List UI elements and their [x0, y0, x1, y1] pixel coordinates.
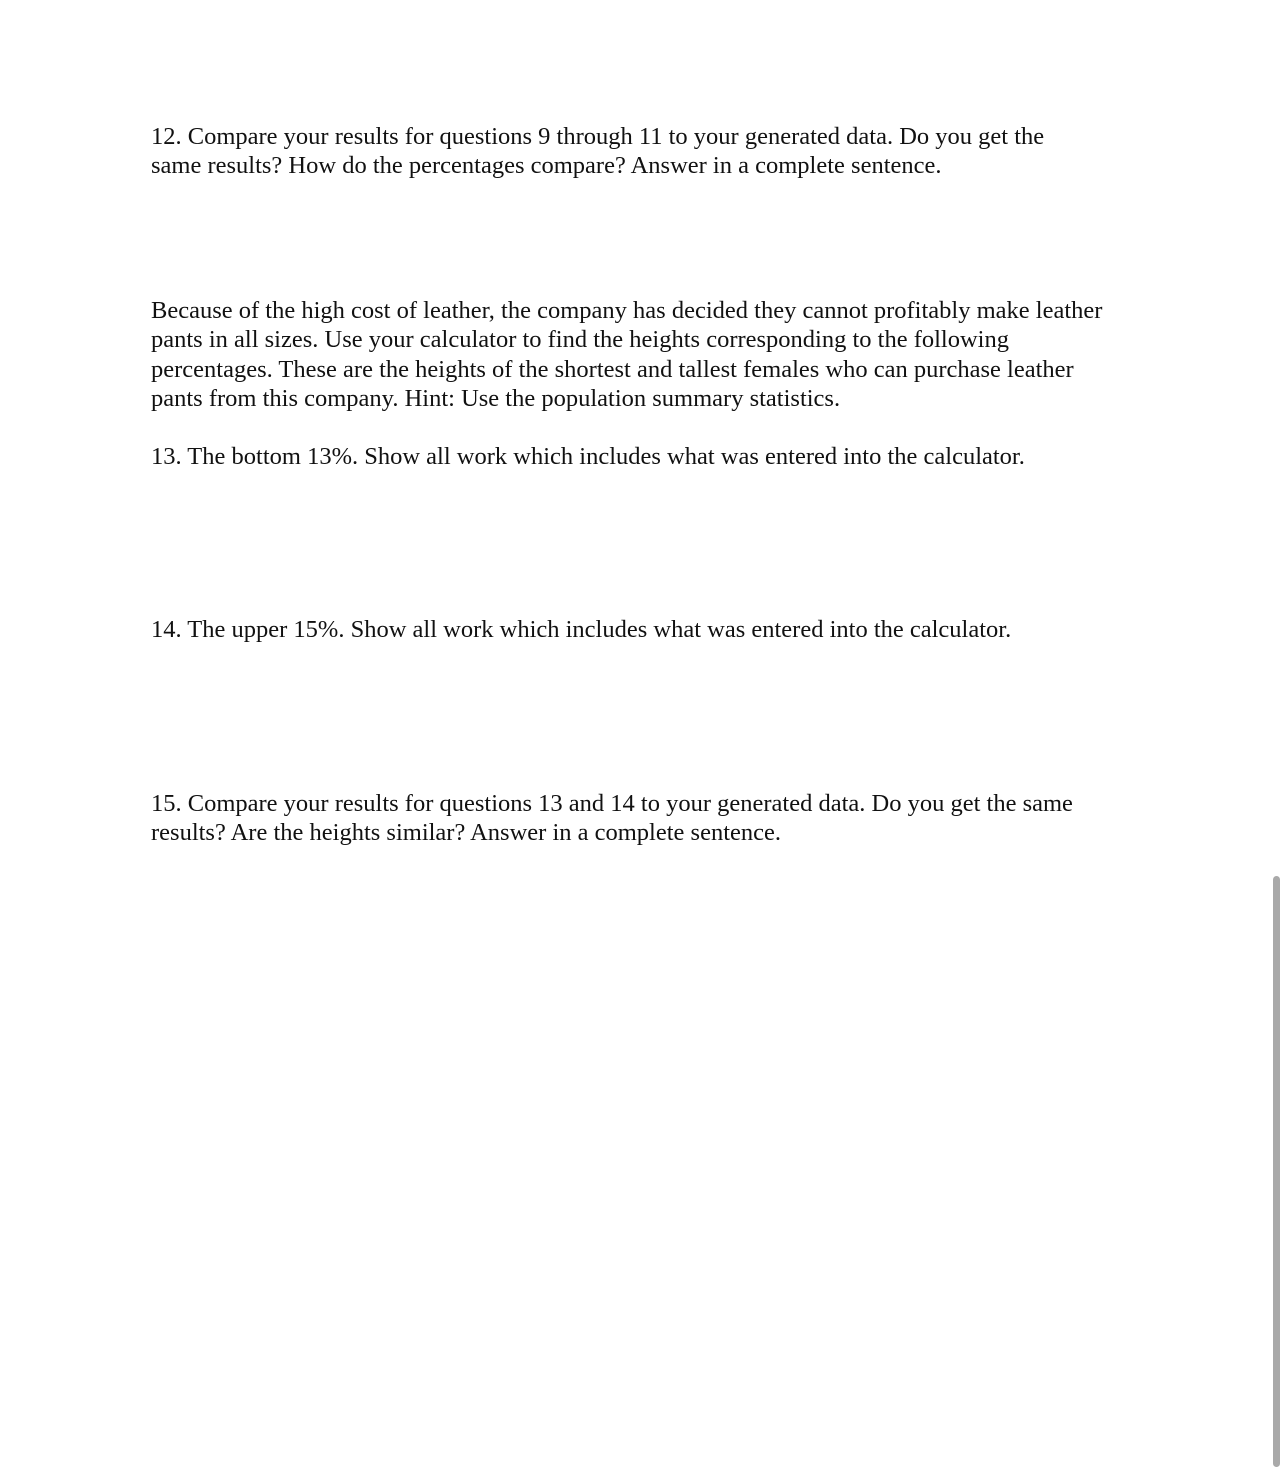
question-15: [151, 789, 1151, 848]
intro-line-3: percentages. These are the heights of the shortest and tallest females who can purchase leather: [151, 355, 1074, 383]
question-14-line-1: 14. The upper 15%. Show all work which includes what was entered into the calculator.: [151, 616, 1012, 643]
question-12: [151, 122, 1151, 181]
question-15-line-2: results? Are the heights similar? Answer in a complete sentence.: [151, 819, 782, 847]
question-12-line-2: same results? How do the percentages compare? Answer in a complete sentence.: [151, 152, 942, 180]
question-12-line-1: 12. Compare your results for questions 9 through 11 to your generated data. Do you get the: [151, 123, 1045, 150]
leather-pants-intro-paragraph: [151, 296, 1151, 413]
vertical-scrollbar[interactable]: [1268, 0, 1284, 1467]
question-13-line-1: 13. The bottom 13%. Show all work which includes what was entered into the calculator.: [151, 443, 1025, 470]
intro-line-4: pants from this company. Hint: Use the population summary statistics.: [151, 384, 841, 412]
question-14: [151, 615, 1151, 644]
scrollbar-thumb[interactable]: [1273, 876, 1280, 1467]
intro-line-1: Because of the high cost of leather, the company has decided they cannot profitably make leather: [151, 297, 1103, 324]
question-13: [151, 442, 1151, 471]
intro-line-2: pants in all sizes. Use your calculator to find the heights corresponding to the following: [151, 326, 1009, 354]
question-15-line-1: 15. Compare your results for questions 13 and 14 to your generated data. Do you get the same: [151, 790, 1073, 817]
